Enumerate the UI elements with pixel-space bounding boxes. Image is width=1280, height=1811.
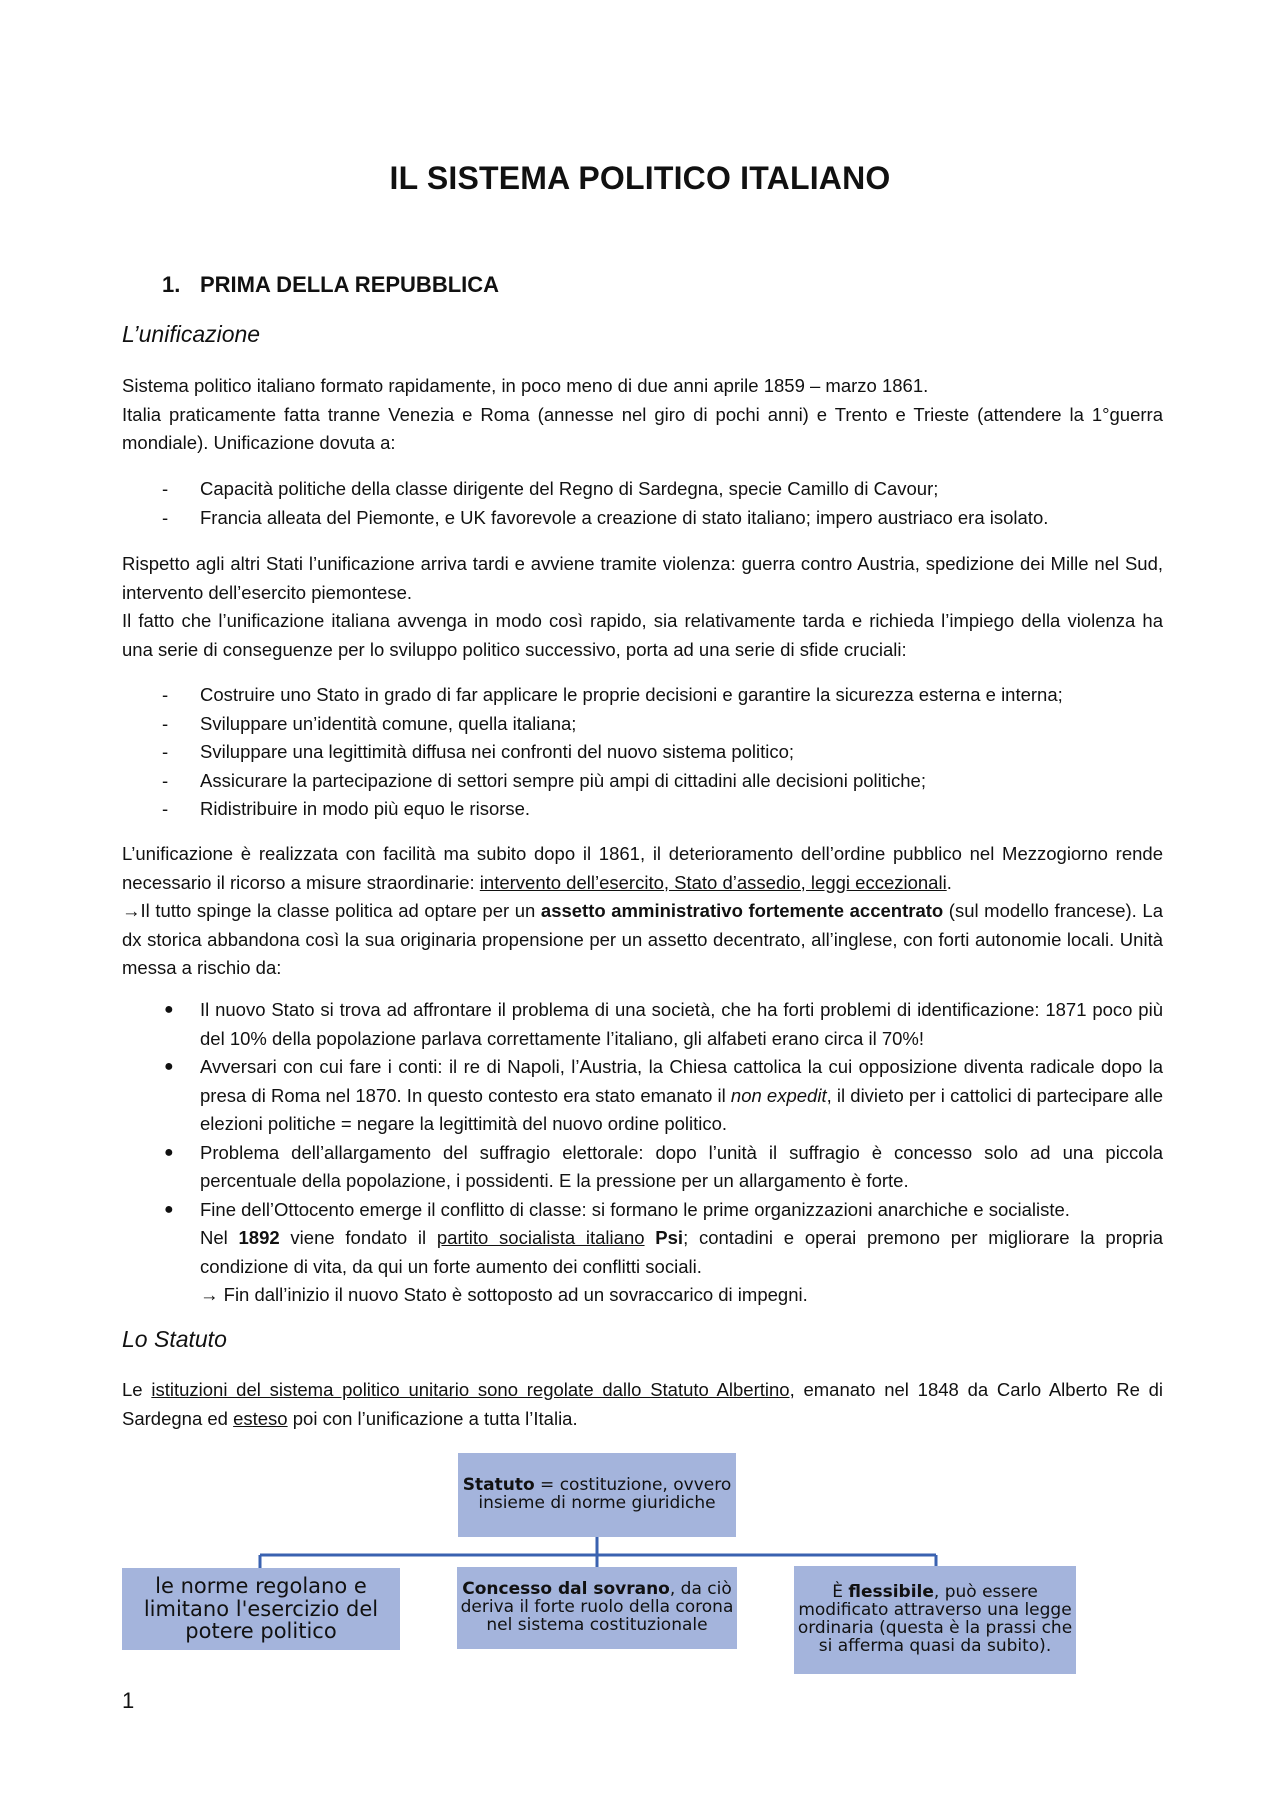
page-title: IL SISTEMA POLITICO ITALIANO: [389, 160, 891, 196]
list-item: - Costruire uno Stato in grado di far applicare le proprie decisioni e garantire la sicurezza esterna e interna;: [162, 684, 1063, 705]
list-item: - Assicurare la partecipazione di settori sempre più ampi di cittadini alle decisioni politiche;: [162, 769, 926, 791]
diagram-box-sovrano: Concesso dal sovrano, da ciò deriva il forte ruolo della corona nel sistema costituzionale: [457, 1567, 737, 1649]
subheading-unificazione: L’unificazione: [122, 321, 261, 347]
section-title: PRIMA DELLA REPUBBLICA: [200, 272, 500, 297]
arrow-icon: →: [122, 900, 141, 921]
paragraph-3a: L’unificazione è realizzata con facilità ma subito dopo il 1861, il deterioramento dell’ordine pubblico nel Mezzogiorno rende necessario il ricorso a misure straordinarie: intervento dell’esercito, Stato d’assedio, leggi eccezionali.: [122, 843, 1163, 893]
diagram-box-flessibile: È flessibile, può essere modificato attraverso una legge ordinaria (questa è la prassi che si afferma quasi da subito).: [794, 1566, 1076, 1674]
list-item: ● Il nuovo Stato si trova ad affrontare il problema di una società, che ha forti problemi di identificazione: 1871 poco più del 10% della popolazione parlava correttamente l’italiano, gli alfabeti erano circa il 70%!: [164, 999, 1163, 1049]
diagram-root-box: Statuto = costituzione, ovvero insieme di norme giuridiche: [458, 1453, 736, 1537]
list-item: ● Fine dell’Ottocento emerge il conflitto di classe: si formano le prime organizzazioni anarchiche e socialiste. Nel 1892 viene fondato il partito socialista italiano Psi; contadini e operai premono per migliorare la propria condizione di vita, da qui un forte aumento dei conflitti sociali. → Fin dall’inizio il nuovo Stato è sottoposto ad un sovraccarico di impegni.: [164, 1198, 1163, 1305]
paragraph-3b: →Il tutto spinge la classe politica ad optare per un assetto amministrativo fortemente accentrato (sul modello francese). La dx storica abbandona così la sua originaria propensione per un assetto decentrato, all’inglese, con forti autonomie locali. Unità messa a rischio da:: [122, 900, 1163, 978]
paragraph-2a: Rispetto agli altri Stati l’unificazione arriva tardi e avviene tramite violenza: guerra contro Austria, spedizione dei Mille nel Sud, intervento dell’esercito piemontese.: [122, 553, 1163, 603]
list-item: - Sviluppare una legittimità diffusa nei confronti del nuovo sistema politico;: [162, 741, 795, 762]
diagram-box-norme: le norme regolano e limitano l'esercizio del potere politico: [122, 1568, 400, 1650]
list-item: ● Problema dell’allargamento del suffragio elettorale: dopo l’unità il suffragio è concesso solo ad una piccola percentuale della popolazione, i possidenti. E la pressione per un allargamento è forte.: [164, 1141, 1163, 1191]
list-item: - Ridistribuire in modo più equo le risorse.: [162, 798, 531, 819]
paragraph-2b: Il fatto che l’unificazione italiana avvenga in modo così rapido, sia relativamente tarda e richieda l’impiego della violenza ha una serie di conseguenze per lo sviluppo politico successivo, porta ad una serie di sfide cruciali:: [122, 610, 1163, 660]
list-item: - Sviluppare un’identità comune, quella italiana;: [162, 712, 577, 734]
intro-line-2: Italia praticamente fatta tranne Venezia e Roma (annesse nel giro di pochi anni) e Trento e Trieste (attendere la 1°guerra mondiale). Unificazione dovuta a:: [122, 403, 1163, 453]
list-item: ● Avversari con cui fare i conti: il re di Napoli, l’Austria, la Chiesa cattolica la cui opposizione diventa radicale dopo la presa di Roma nel 1870. In questo contesto era stato emanato il non expedit, il divieto per i cattolici di partecipare alle elezioni politiche = negare la legittimità del nuovo ordine politico.: [164, 1056, 1163, 1134]
section-number: 1.: [162, 272, 181, 297]
list-item: - Francia alleata del Piemonte, e UK favorevole a creazione di stato italiano; impero austriaco era isolato.: [162, 506, 1049, 528]
underlined-measures: intervento dell’esercito, Stato d’assedio, leggi eccezionali: [479, 871, 947, 893]
list-item: - Capacità politiche della classe dirigente del Regno di Sardegna, specie Camillo di Cavour;: [162, 478, 939, 499]
intro-line-1: Sistema politico italiano formato rapidamente, in poco meno di due anni aprile 1859 – marzo 1861.: [122, 375, 929, 396]
statuto-paragraph: Le istituzioni del sistema politico unitario sono regolate dallo Statuto Albertino, emanato nel 1848 da Carlo Alberto Re di Sardegna ed esteso poi con l’unificazione a tutta l’Italia.: [122, 1379, 1164, 1429]
subheading-statuto: Lo Statuto: [122, 1326, 227, 1352]
page-number: 1: [122, 1688, 135, 1713]
arrow-icon: →: [200, 1284, 219, 1305]
